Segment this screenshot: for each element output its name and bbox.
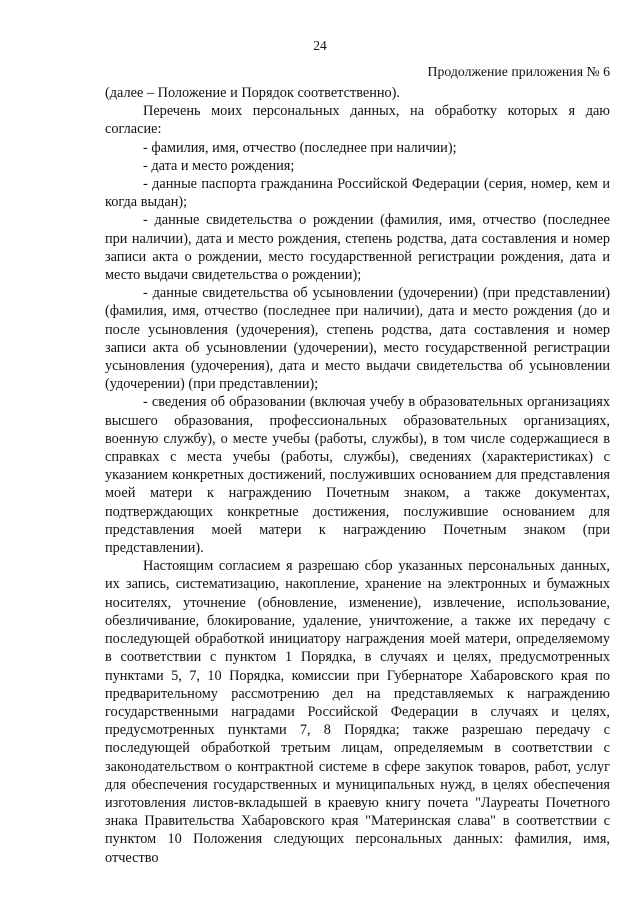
paragraph-consent-scope: Настоящим согласием я разрешаю сбор указанных персональных данных, их запись, систематизацию, накопление, хранение на электронных и бумажных носителях, уточнение (обновление, изменение), извлечение, использование, обезличивание, блокирование, удаление, уничтожение, а также их передачу с последующей обработкой инициатору награждения моей матери, определяемому в соответствии с пунктом 1 Порядка, в случаях и целях, предусмотренных пунктами 5, 7, 10 Порядка, комиссии при Губернаторе Хабаровского края по предварительному рассмотрению дел на представляемых к награждению государственными наградами Российской Федерации в случаях и целях, предусмотренных пунктами 7, 8 Порядка; также разрешаю передачу с последующей обработкой третьим лицам, определяемым в соответствии с законодательством о контрактной системе в сфере закупок товаров, работ, услуг для обеспечения государственных и муниципальных нужд, в целях обеспечения изготовления листов-вкладышей в краевую книгу почета "Лауреаты Почетного знака Правительства Хабаровского края "Материнская слава" в соответствии с пунктом 10 Положения следующих персональных данных: фамилия, имя, отчество	[105, 558, 610, 866]
page-number: 24	[313, 38, 327, 53]
document-body	[105, 84, 610, 867]
list-item-education: - сведения об образовании (включая учебу в образовательных организациях высшего образования, профессиональных образовательных организациях, военную службу), о месте учебы (работы, службы), в том числе содержащиеся в справках с места учебы (работы, службы), сведениях (характеристиках) с указанием конкретных достижений, послуживших основанием для представления моей матери к награждению Почетным знаком, а также документах, подтверждающих конкретные достижения, послужившие основанием для представления моей матери к награждению Почетным знаком (при представлении).	[105, 394, 610, 557]
paragraph-definitions: (далее – Положение и Порядок соответственно).	[105, 85, 400, 101]
list-item-birth-certificate: - данные свидетельства о рождении (фамилия, имя, отчество (последнее при наличии), дата и место рождения, степень родства, дата составления и номер записи акта о рождении, место государственной регистрации рождения, дата и место выдачи свидетельства о рождении);	[105, 212, 610, 284]
list-item-adoption-certificate: - данные свидетельства об усыновлении (удочерении) (при представлении) (фамилия, имя, отчество (последнее при наличии), дата и место рождения (до и после усыновления (удочерения), степень родства, дата составления и номер записи акта об усыновлении (удочерении), место государственной регистрации усыновления (удочерения), дата и место выдачи свидетельства об усыновлении (удочерении) (при представлении);	[105, 285, 610, 393]
list-item-full-name: - фамилия, имя, отчество (последнее при наличии);	[143, 139, 457, 156]
paragraph-data-list-intro: Перечень моих персональных данных, на обработку которых я даю согласие:	[105, 103, 610, 138]
list-item-passport: - данные паспорта гражданина Российской Федерации (серия, номер, кем и когда выдан);	[105, 176, 610, 211]
appendix-continuation-note: Продолжение приложения № 6	[427, 64, 610, 79]
list-item-birth-date-place: - дата и место рождения;	[143, 157, 295, 174]
